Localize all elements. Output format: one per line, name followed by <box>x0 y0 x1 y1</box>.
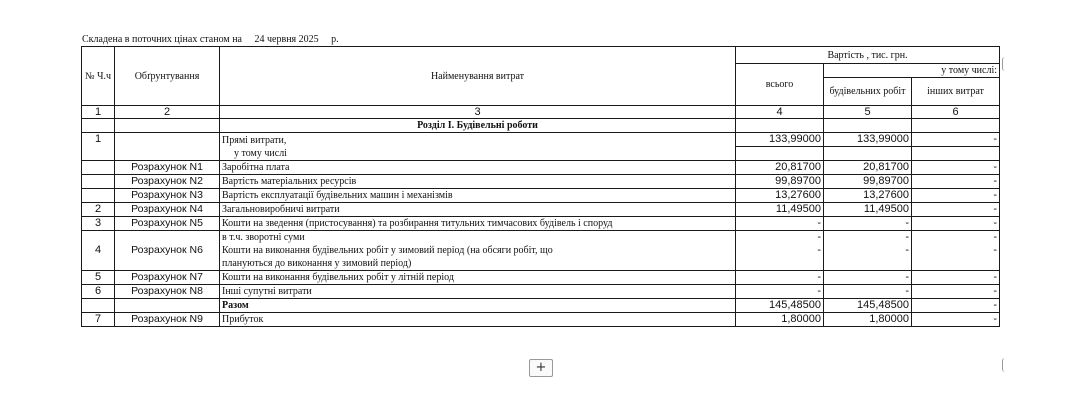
row-name: Вартість експлуатації будівельних машин і механізмів <box>220 188 736 202</box>
row-other: - <box>912 216 1000 230</box>
value-line: - <box>993 243 998 256</box>
table-row[interactable] <box>82 188 1000 202</box>
row-ref: Розрахунок N9 <box>115 312 220 326</box>
table-row[interactable] <box>82 270 1000 284</box>
row-number: 3 <box>82 216 115 230</box>
row-construction: - <box>824 284 912 298</box>
row-number: 7 <box>82 312 115 326</box>
row-total: 99,89700 <box>736 174 824 188</box>
row-other: - <box>912 188 1000 202</box>
row-number: 2 <box>82 202 115 216</box>
row-name: Прямі витрати, <box>220 133 736 147</box>
row-total: - <box>736 270 824 284</box>
row-construction: 20,81700 <box>824 160 912 174</box>
row-other <box>912 147 1000 161</box>
row-name: Кошти на виконання будівельних робіт у літній період <box>220 270 736 284</box>
header-construction: будівельних робіт <box>824 78 912 106</box>
row-name-line: плануються до виконання у зимовий період) <box>222 257 412 269</box>
row-number: 4 <box>82 230 115 270</box>
row-construction: 145,48500 <box>824 298 912 312</box>
row-total: 13,27600 <box>736 188 824 202</box>
row-other: - <box>912 133 1000 147</box>
row-construction: - <box>824 270 912 284</box>
row-name-line: в т.ч. зворотні суми <box>222 231 305 243</box>
row-ref: Розрахунок N2 <box>115 174 220 188</box>
header-cost-name: Найменування витрат <box>220 47 736 106</box>
header-other: інших витрат <box>912 78 1000 106</box>
row-ref: Розрахунок N7 <box>115 270 220 284</box>
row-number <box>82 298 115 312</box>
value-line: - <box>993 230 998 243</box>
row-ref: Розрахунок N6 <box>115 230 220 270</box>
row-name: Кошти на зведення (пристосування) та розбирання титульних тимчасових будівель і споруд <box>220 216 736 230</box>
header-cost-group: Вартість , тис. грн. <box>736 47 1000 64</box>
value-line: - <box>905 230 909 243</box>
row-total <box>736 230 824 270</box>
row-other <box>912 230 1000 270</box>
row-other: - <box>912 174 1000 188</box>
spreadsheet-area[interactable] <box>81 46 1001 354</box>
row-construction: 13,27600 <box>824 188 912 202</box>
row-construction: 1,80000 <box>824 312 912 326</box>
row-name-line: Кошти на виконання будівельних робіт у зимовий період (на обсяги робіт, що <box>222 244 553 256</box>
table-row[interactable] <box>82 216 1000 230</box>
column-number: 5 <box>824 106 912 119</box>
table-row[interactable] <box>82 230 1000 270</box>
row-number: 1 <box>82 133 115 161</box>
row-total: 133,99000 <box>736 133 824 147</box>
row-number <box>82 174 115 188</box>
scroll-edge-handle[interactable] <box>1002 57 1009 71</box>
row-total: - <box>736 284 824 298</box>
row-construction <box>824 230 912 270</box>
column-number: 4 <box>736 106 824 119</box>
table-row[interactable] <box>82 284 1000 298</box>
value-line: - <box>817 243 821 256</box>
row-construction <box>824 147 912 161</box>
row-other: - <box>912 298 1000 312</box>
row-ref <box>115 298 220 312</box>
row-ref: Розрахунок N8 <box>115 284 220 298</box>
column-number: 1 <box>82 106 115 119</box>
row-total: - <box>736 216 824 230</box>
row-name: у тому числі <box>220 147 736 161</box>
row-number: 5 <box>82 270 115 284</box>
column-number: 6 <box>912 106 1000 119</box>
row-total: 1,80000 <box>736 312 824 326</box>
row-construction: 11,49500 <box>824 202 912 216</box>
header-basis: Обґрунтування <box>115 47 220 106</box>
row-name: Вартість матеріальних ресурсів <box>220 174 736 188</box>
row-number <box>82 160 115 174</box>
row-other: - <box>912 202 1000 216</box>
table-row[interactable] <box>82 160 1000 174</box>
row-name: Загальновиробничі витрати <box>220 202 736 216</box>
row-name: Заробітна плата <box>220 160 736 174</box>
header-row-number: № Ч.ч <box>82 47 115 106</box>
row-ref: Розрахунок N5 <box>115 216 220 230</box>
column-number: 2 <box>115 106 220 119</box>
caption-prefix: Складена в поточних цінах станом на <box>82 34 242 45</box>
row-other: - <box>912 270 1000 284</box>
value-line: - <box>817 230 821 243</box>
row-total: 20,81700 <box>736 160 824 174</box>
row-number: 6 <box>82 284 115 298</box>
table-row[interactable] <box>82 133 1000 147</box>
table-row[interactable] <box>82 174 1000 188</box>
scroll-edge-handle[interactable] <box>1002 358 1009 372</box>
row-total: 145,48500 <box>736 298 824 312</box>
table-row[interactable] <box>82 147 1000 161</box>
table-row[interactable] <box>82 298 1000 312</box>
cost-table <box>81 46 1000 327</box>
estimate-caption <box>82 34 339 45</box>
section-title: Розділ I. Будівельні роботи <box>220 119 736 133</box>
row-other: - <box>912 160 1000 174</box>
row-name-total: Разом <box>220 298 736 312</box>
row-other: - <box>912 284 1000 298</box>
row-other: - <box>912 312 1000 326</box>
row-ref: Розрахунок N1 <box>115 160 220 174</box>
row-ref: Розрахунок N4 <box>115 202 220 216</box>
row-name: Інші супутні витрати <box>220 284 736 298</box>
row-ref <box>115 133 220 161</box>
table-row[interactable] <box>82 202 1000 216</box>
row-total: 11,49500 <box>736 202 824 216</box>
row-number <box>82 188 115 202</box>
row-construction: 133,99000 <box>824 133 912 147</box>
header-total: всього <box>736 64 824 106</box>
column-number: 3 <box>220 106 736 119</box>
add-sheet-button[interactable]: + <box>529 359 553 377</box>
row-name <box>220 230 736 270</box>
row-name: Прибуток <box>220 312 736 326</box>
row-construction: 99,89700 <box>824 174 912 188</box>
row-total <box>736 147 824 161</box>
table-row[interactable] <box>82 312 1000 326</box>
row-ref: Розрахунок N3 <box>115 188 220 202</box>
header-including: у тому числі: <box>824 64 1000 78</box>
caption-suffix: р. <box>331 34 339 45</box>
caption-date: 24 червня 2025 <box>254 34 319 45</box>
row-construction: - <box>824 216 912 230</box>
value-line: - <box>905 243 909 256</box>
